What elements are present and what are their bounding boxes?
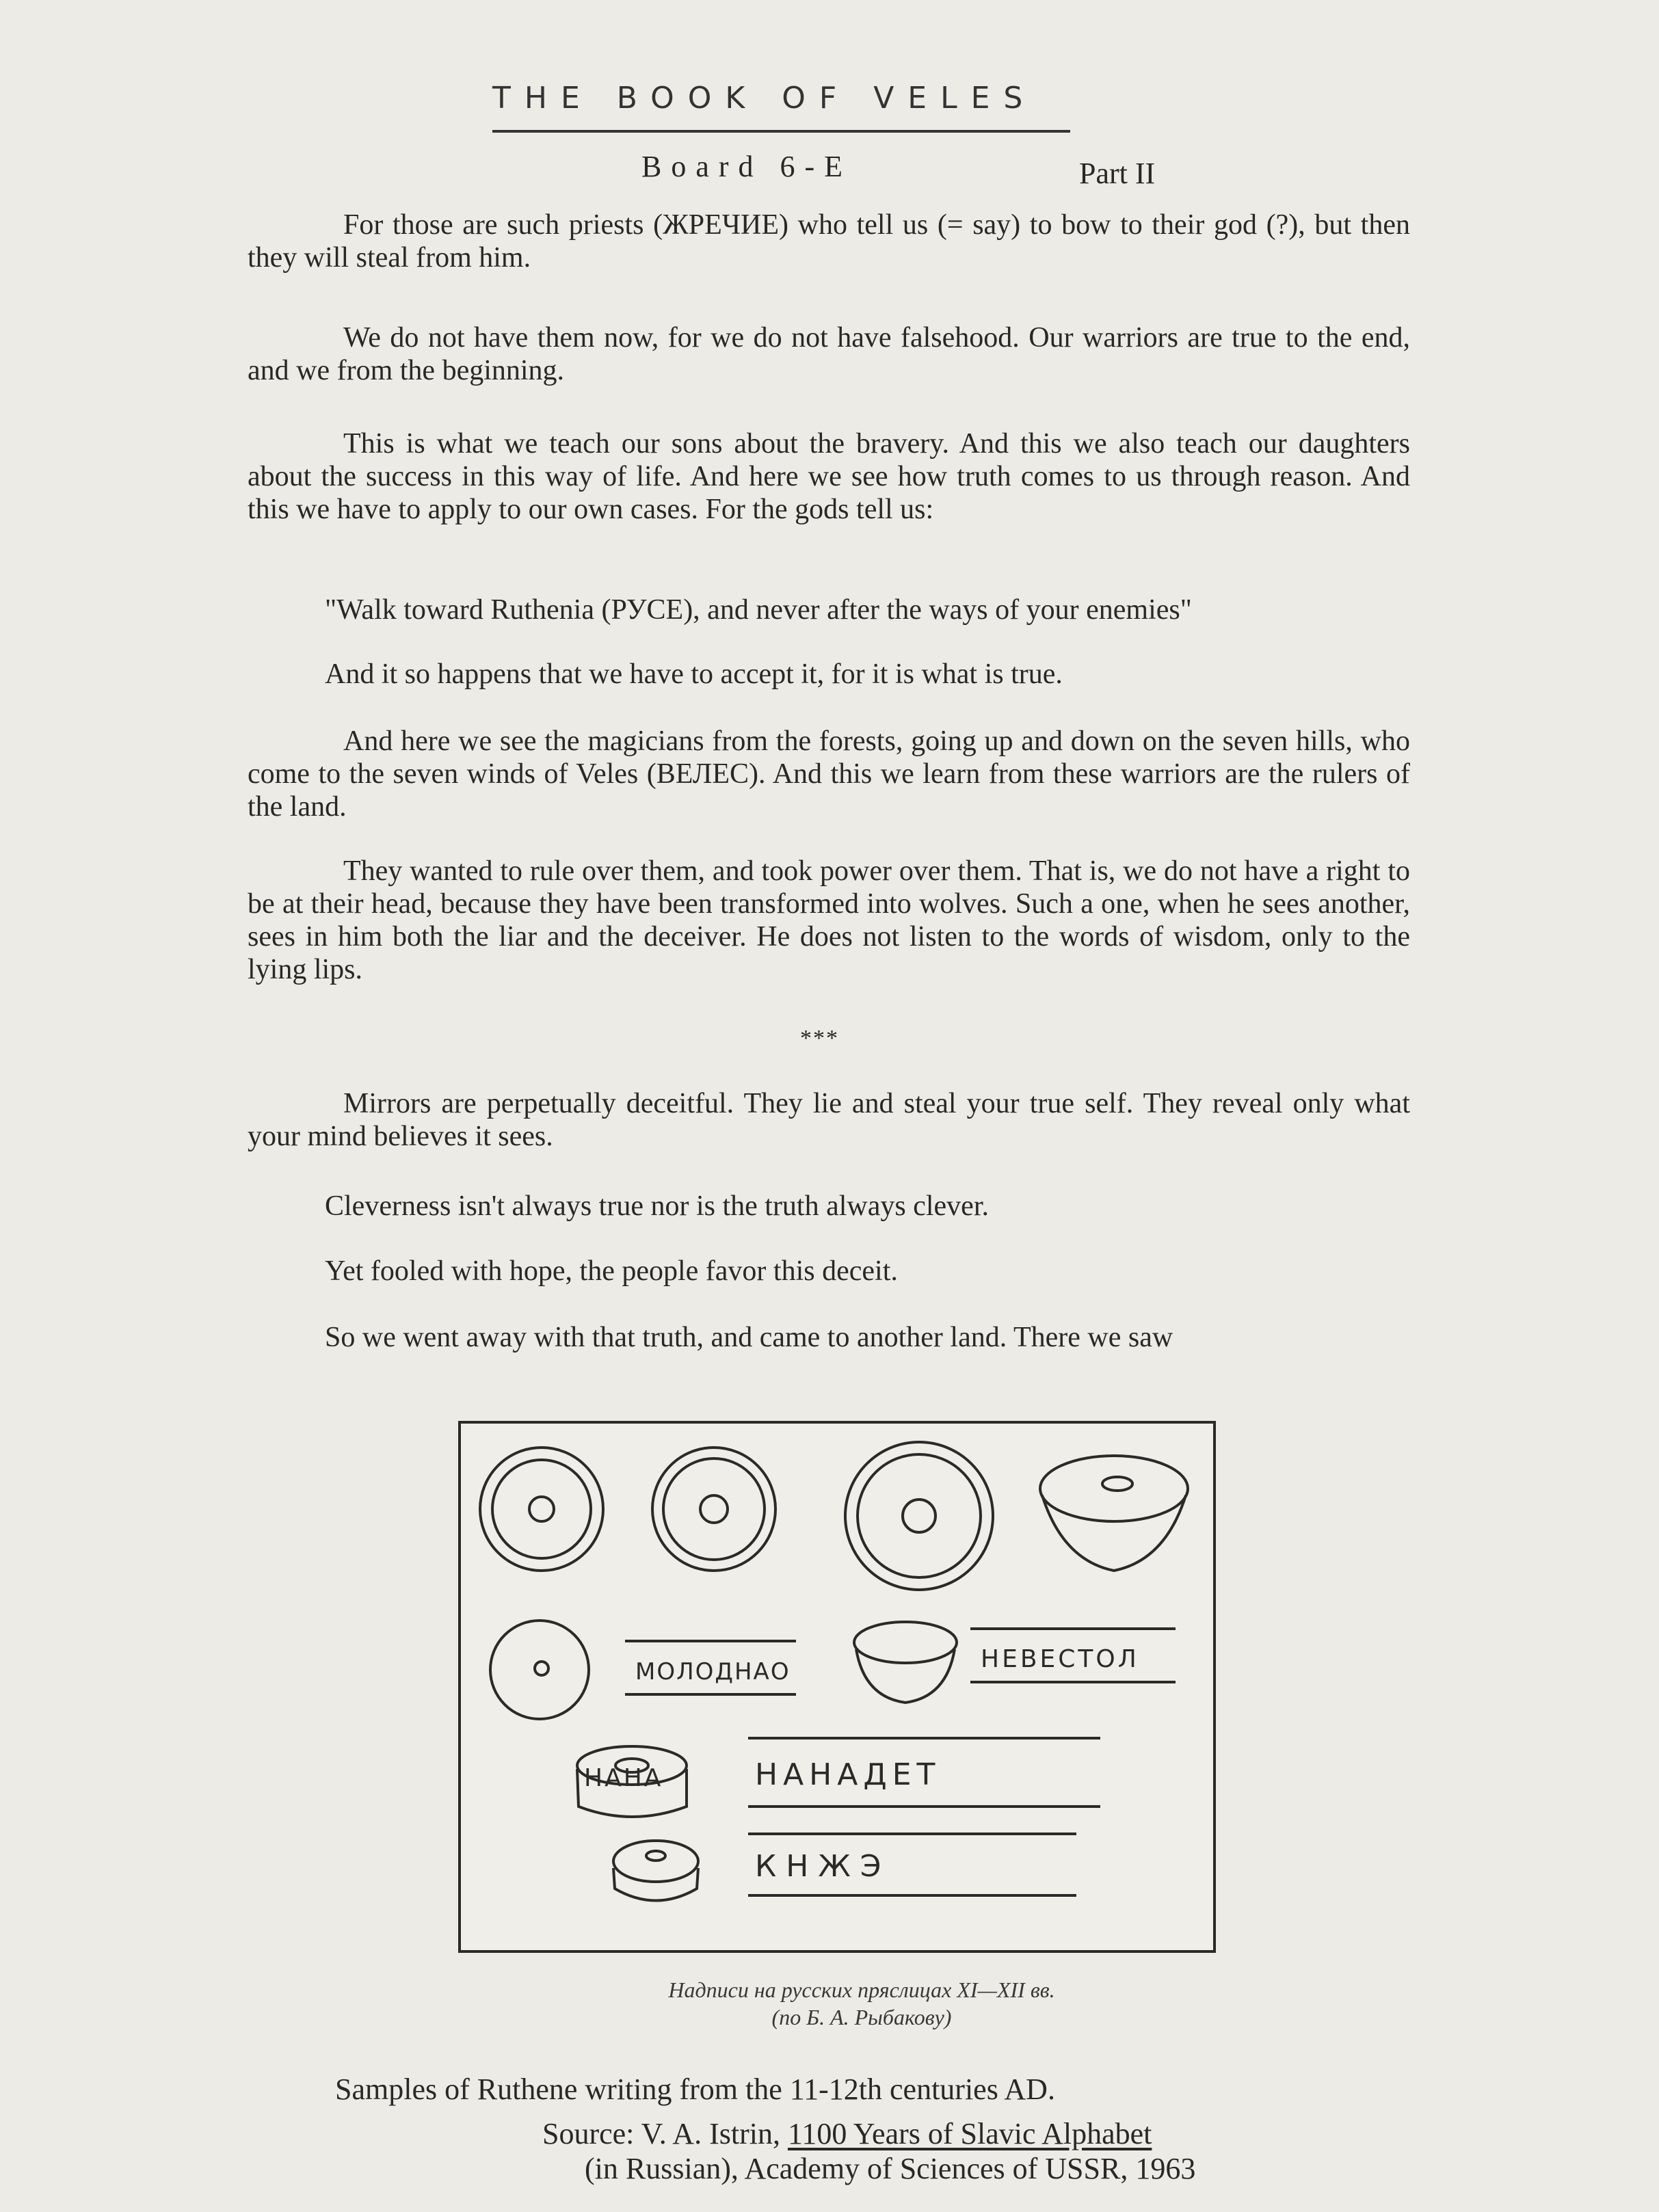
board-label: Board 6-E [641,150,853,183]
whorl-drawings [461,1424,1213,1950]
quote-line: "Walk toward Ruthenia (РУСЕ), and never after the ways of your enemies" [325,594,1192,626]
figure-caption-line-1: Надписи на русских пряслицах XI—XII вв. [668,1977,1055,2002]
paragraph-9: Cleverness isn't always true nor is the truth always clever. [325,1190,989,1222]
paragraph-5: And it so happens that we have to accept it, for it is what is true. [325,658,1063,690]
paragraph-8: Mirrors are perpetually deceitful. They lie and steal your true self. They reveal only what your mind believes it sees. [248,1088,1410,1152]
paragraph-11: So we went away with that truth, and came to another land. There we saw [325,1322,1173,1353]
inscription-2: НЕВЕСТОЛ [981,1645,1139,1673]
inscription-5: КНЖЭ [755,1849,891,1884]
spindle-whorl-illustration [458,1421,1216,1953]
source-line-2: (in Russian), Academy of Sciences of USSR, 1963 [585,2152,1196,2185]
source-line-1 [542,2116,1152,2151]
samples-caption: Samples of Ruthene writing from the 11-12th centuries AD. [335,2073,1055,2106]
paragraph-3: This is what we teach our sons about the bravery. And this we also teach our daughters about the success in this way of life. And here we see how truth comes to us through reason. And this we have to apply to our own cases. For the gods tell us: [248,428,1410,525]
figure-caption-line-2: (по Б. А. Рыбакову) [771,2005,952,2029]
title-underline [492,130,1070,133]
paragraph-7: They wanted to rule over them, and took power over them. That is, we do not have a right to be at their head, because they have been transformed into wolves. Such a one, when he sees another, sees in him both the liar and the deceiver. He does not listen to the words of wisdom, only to the lying lips. [248,855,1410,985]
paragraph-6: And here we see the magicians from the forests, going up and down on the seven hills, who come to the seven winds of Veles (ВЕЛЕС). And this we learn from these warriors are the rulers of the land. [248,725,1410,823]
paragraph-10: Yet fooled with hope, the people favor this deceit. [325,1255,898,1287]
source-prefix: Source: V. A. Istrin, [542,2117,780,2150]
paragraph-2: We do not have them now, for we do not have falsehood. Our warriors are true to the end, and we from the beginning. [248,322,1410,386]
part-label: Part II [1079,157,1156,190]
source-book-title: 1100 Years of Slavic Alphabet [787,2117,1152,2150]
paragraph-1: For those are such priests (ЖРЕЧИЕ) who tell us (= say) to bow to their god (?), but then they will steal from him. [248,209,1410,274]
section-separator: *** [800,1026,839,1051]
inscription-4: НАНАДЕТ [755,1757,941,1792]
inscription-3: НАНА [584,1764,663,1792]
page-title: THE BOOK OF VELES [492,81,1037,116]
inscription-1: МОЛОДНАО [635,1658,791,1685]
figure-caption [588,1976,1135,2031]
